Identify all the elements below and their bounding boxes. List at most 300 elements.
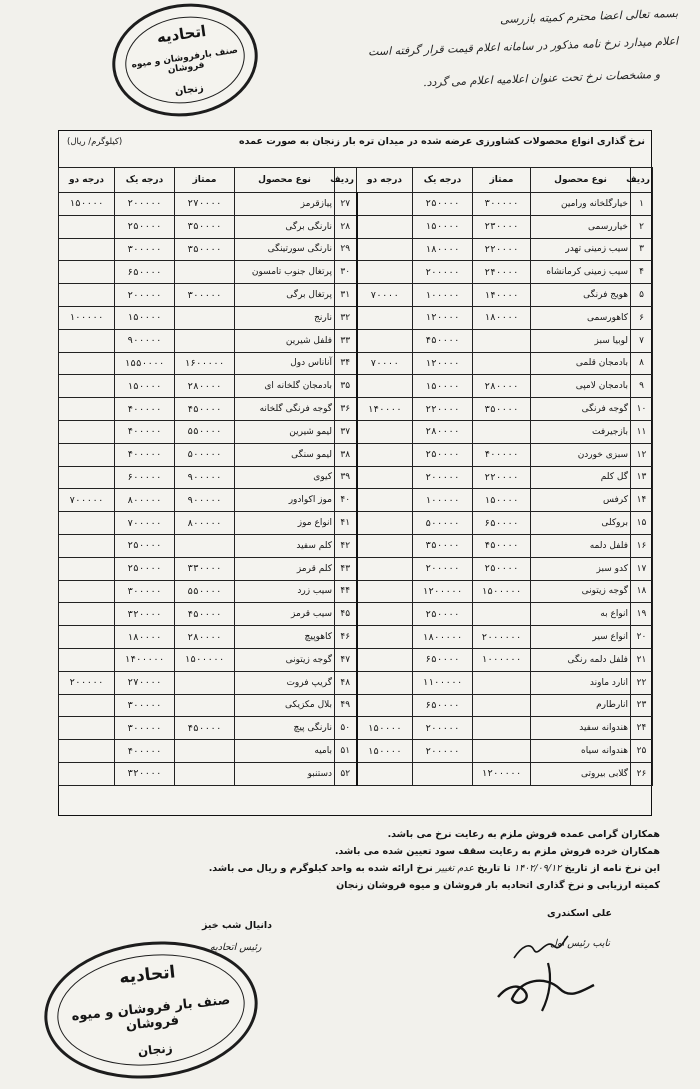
row-index-cell: ۹ [631,375,653,398]
row-index-cell: ۸ [631,352,653,375]
grade-two-price-cell [357,694,413,717]
grade-two-price-cell [59,740,115,763]
product-name-cell: دستنبو [235,762,335,785]
grade-one-price-cell: ۳۰۰۰۰۰ [115,694,175,717]
premium-price-cell: ۲۸۰۰۰۰ [175,626,235,649]
row-index-cell: ۴۳ [335,557,357,580]
premium-price-cell: ۴۵۰۰۰۰ [175,603,235,626]
premium-price-cell: ۴۵۰۰۰۰ [473,534,531,557]
grade-one-price-cell: ۲۸۰۰۰۰ [413,420,473,443]
premium-price-cell: ۱۸۰۰۰۰ [473,306,531,329]
row-index-cell: ۳۳ [335,329,357,352]
grade-two-price-cell [59,512,115,535]
product-name-cell: نارنگی سورتینگی [235,238,335,261]
grade-two-price-cell [357,762,413,785]
row-index-cell: ۱۷ [631,557,653,580]
grade-two-price-cell [357,671,413,694]
row-index-cell: ۴۸ [335,671,357,694]
stamp-title: اتحادیه [155,21,208,47]
row-index-cell: ۱۹ [631,603,653,626]
product-name-cell: بادمجان قلمی [531,352,631,375]
row-index-cell: ۵۰ [335,717,357,740]
premium-price-cell: ۲۰۰۰۰۰۰ [473,626,531,649]
grade-two-price-cell: ۷۰۰۰۰ [357,284,413,307]
premium-price-cell: ۱۵۰۰۰۰ [473,489,531,512]
row-index-cell: ۵۲ [335,762,357,785]
grade-one-price-cell: ۵۰۰۰۰۰ [413,512,473,535]
price-table-frame [58,130,652,816]
row-index-cell: ۴۲ [335,534,357,557]
product-name-cell: گریپ فروت [235,671,335,694]
grade-two-price-cell: ۲۰۰۰۰۰ [59,671,115,694]
table-row [59,580,653,603]
grade-two-price-cell [59,420,115,443]
product-name-cell: موز اکوادور [235,489,335,512]
row-index-cell: ۲۶ [631,762,653,785]
premium-price-cell: ۱۴۰۰۰۰ [473,284,531,307]
grade-two-price-cell [357,648,413,671]
row-index-cell: ۳۰ [335,261,357,284]
grade-two-price-cell [357,489,413,512]
premium-price-cell [175,762,235,785]
row-index-cell: ۴۱ [335,512,357,535]
grade-two-price-cell: ۱۰۰۰۰۰ [59,306,115,329]
product-name-cell: کاهوپیچ [235,626,335,649]
premium-price-cell: ۸۰۰۰۰۰ [175,512,235,535]
row-index-cell: ۳۴ [335,352,357,375]
product-name-cell: انواع موز [235,512,335,535]
grade-two-price-cell: ۱۵۰۰۰۰ [357,740,413,763]
premium-price-cell: ۲۲۰۰۰۰ [473,466,531,489]
grade-two-price-cell [357,557,413,580]
premium-price-cell: ۱۵۰۰۰۰۰ [473,580,531,603]
grade-two-price-cell [59,375,115,398]
premium-price-cell [473,671,531,694]
row-index-cell: ۳ [631,238,653,261]
premium-price-cell: ۲۵۰۰۰۰ [473,557,531,580]
grade-two-price-cell [357,420,413,443]
product-name-cell: انارطارم [531,694,631,717]
product-name-cell: فلفل دلمه رنگی [531,648,631,671]
grade-one-price-cell: ۴۵۰۰۰۰ [413,329,473,352]
row-index-cell: ۳۲ [335,306,357,329]
grade-one-price-cell: ۲۰۰۰۰۰ [413,466,473,489]
header-product: نوع محصول [235,168,335,193]
grade-one-price-cell: ۱۸۰۰۰۰ [115,626,175,649]
row-index-cell: ۲۴ [631,717,653,740]
premium-price-cell [473,694,531,717]
grade-one-price-cell: ۲۵۰۰۰۰ [413,603,473,626]
product-name-cell: کاهورسمی [531,306,631,329]
table-row [59,284,653,307]
table-row [59,717,653,740]
grade-one-price-cell: ۶۰۰۰۰۰ [115,466,175,489]
grade-two-price-cell [59,648,115,671]
row-index-cell: ۲۵ [631,740,653,763]
premium-price-cell: ۵۰۰۰۰۰ [175,443,235,466]
price-table [58,167,653,786]
table-body [59,193,653,786]
grade-two-price-cell [59,261,115,284]
premium-price-cell: ۵۵۰۰۰۰ [175,580,235,603]
row-index-cell: ۳۸ [335,443,357,466]
grade-one-price-cell: ۴۰۰۰۰۰ [115,420,175,443]
premium-price-cell: ۱۶۰۰۰۰۰ [175,352,235,375]
signatory-left-name: دانیال شب خیز [202,920,273,931]
table-row [59,306,653,329]
product-name-cell: لیمو سنگی [235,443,335,466]
table-row [59,740,653,763]
row-index-cell: ۲۱ [631,648,653,671]
premium-price-cell [473,352,531,375]
grade-two-price-cell [59,215,115,238]
grade-one-price-cell: ۳۲۰۰۰۰ [115,603,175,626]
grade-one-price-cell: ۱۵۵۰۰۰۰ [115,352,175,375]
table-header-row [59,168,653,193]
grade-one-price-cell: ۲۵۰۰۰۰ [413,443,473,466]
union-stamp-top [105,0,265,126]
grade-two-price-cell: ۱۵۰۰۰۰ [357,717,413,740]
premium-price-cell [175,740,235,763]
product-name-cell: انواع سیر [531,626,631,649]
grade-two-price-cell [357,306,413,329]
grade-one-price-cell: ۳۲۰۰۰۰ [115,762,175,785]
grade-one-price-cell: ۶۵۰۰۰۰ [115,261,175,284]
signature-middle [510,928,570,968]
grade-two-price-cell [59,352,115,375]
premium-price-cell: ۹۰۰۰۰۰ [175,489,235,512]
handwritten-note-line-2: اعلام میدارد نرخ نامه مذکور در سامانه اعلام قیمت قرار گرفته است [367,34,679,59]
grade-one-price-cell: ۷۰۰۰۰۰ [115,512,175,535]
premium-price-cell: ۱۵۰۰۰۰۰ [175,648,235,671]
product-name-cell: انواع به [531,603,631,626]
grade-two-price-cell [59,398,115,421]
product-name-cell: انارد ماوند [531,671,631,694]
header-premium: ممتاز [175,168,235,193]
stamp-city: زنجان [137,1040,174,1059]
grade-two-price-cell [357,443,413,466]
table-row [59,193,653,216]
table-row [59,512,653,535]
product-name-cell: گوجه فرنگی [531,398,631,421]
header-premium: ممتاز [473,168,531,193]
row-index-cell: ۱۳ [631,466,653,489]
grade-one-price-cell: ۱۱۰۰۰۰۰ [413,671,473,694]
product-name-cell: هندوانه سفید [531,717,631,740]
grade-one-price-cell: ۲۷۰۰۰۰ [115,671,175,694]
union-stamp-bottom [37,931,264,1089]
row-index-cell: ۵۱ [335,740,357,763]
row-index-cell: ۴۶ [335,626,357,649]
grade-one-price-cell: ۳۵۰۰۰۰ [413,534,473,557]
grade-two-price-cell: ۷۰۰۰۰۰ [59,489,115,512]
table-row [59,420,653,443]
premium-price-cell: ۴۵۰۰۰۰ [175,398,235,421]
table-row [59,557,653,580]
product-name-cell: آناناس دول [235,352,335,375]
premium-price-cell [175,306,235,329]
grade-two-price-cell [59,603,115,626]
premium-price-cell [175,671,235,694]
grade-one-price-cell: ۲۵۰۰۰۰ [413,193,473,216]
product-name-cell: لوبیا سبز [531,329,631,352]
grade-two-price-cell: ۱۴۰۰۰۰ [357,398,413,421]
product-name-cell: لیمو شیرین [235,420,335,443]
grade-one-price-cell: ۱۸۰۰۰۰ [413,238,473,261]
table-row [59,694,653,717]
grade-one-price-cell: ۲۲۰۰۰۰ [413,398,473,421]
row-index-cell: ۳۹ [335,466,357,489]
grade-two-price-cell: ۷۰۰۰۰ [357,352,413,375]
grade-one-price-cell: ۱۴۰۰۰۰۰ [115,648,175,671]
row-index-cell: ۱۵ [631,512,653,535]
row-index-cell: ۳۱ [335,284,357,307]
premium-price-cell [175,694,235,717]
grade-one-price-cell: ۶۵۰۰۰۰ [413,694,473,717]
product-name-cell: پیازقرمز [235,193,335,216]
stamp-subtitle: صنف بار فروشان و میوه فروشان [70,992,231,1034]
grade-two-price-cell [59,443,115,466]
premium-price-cell [473,717,531,740]
note-validity [160,860,660,877]
grade-one-price-cell [413,762,473,785]
table-row [59,329,653,352]
grade-one-price-cell: ۱۰۰۰۰۰ [413,284,473,307]
row-index-cell: ۴۰ [335,489,357,512]
header-grade-one: درجه یک [115,168,175,193]
row-index-cell: ۲۹ [335,238,357,261]
grade-two-price-cell [357,375,413,398]
row-index-cell: ۴۴ [335,580,357,603]
table-title: نرخ گذاری انواع محصولات کشاورزی عرضه شده در میدان تره بار زنجان به صورت عمده [239,136,645,147]
grade-two-price-cell [59,466,115,489]
row-index-cell: ۳۷ [335,420,357,443]
grade-two-price-cell [59,557,115,580]
header-grade-one: درجه یک [413,168,473,193]
premium-price-cell: ۲۴۰۰۰۰ [473,261,531,284]
product-name-cell: سیب زرد [235,580,335,603]
premium-price-cell: ۲۸۰۰۰۰ [175,375,235,398]
table-row [59,352,653,375]
premium-price-cell: ۲۲۰۰۰۰ [473,238,531,261]
grade-one-price-cell: ۱۵۰۰۰۰ [115,306,175,329]
header-index: ردیف [631,168,653,193]
note-date-from: ۱۴۰۲/۰۹/۱۲ [514,863,562,874]
product-name-cell: خیارگلخانه ورامین [531,193,631,216]
product-name-cell: بلال مکزیکی [235,694,335,717]
grade-one-price-cell: ۱۲۰۰۰۰ [413,352,473,375]
row-index-cell: ۴۹ [335,694,357,717]
grade-one-price-cell: ۳۰۰۰۰۰ [115,717,175,740]
premium-price-cell: ۳۵۰۰۰۰ [473,398,531,421]
grade-one-price-cell: ۴۰۰۰۰۰ [115,443,175,466]
table-row [59,261,653,284]
note-validity-suffix: نرخ ارائه شده به واحد کیلوگرم و ریال می باشد. [208,863,433,874]
grade-two-price-cell [357,238,413,261]
premium-price-cell: ۱۲۰۰۰۰۰ [473,762,531,785]
row-index-cell: ۴۷ [335,648,357,671]
row-index-cell: ۲۷ [335,193,357,216]
product-name-cell: پرتغال جنوب تامسون [235,261,335,284]
product-name-cell: نارنج [235,306,335,329]
note-retail: همکاران خرده فروش ملزم به رعایت سقف سود تعیین شده می باشد. [334,846,660,857]
row-index-cell: ۱۰ [631,398,653,421]
product-name-cell: کرفس [531,489,631,512]
note-validity-prefix: این نرخ نامه از تاریخ [564,863,660,874]
product-name-cell: گلابی بیروتی [531,762,631,785]
header-grade-two: درجه دو [59,168,115,193]
grade-two-price-cell [357,534,413,557]
product-name-cell: خیاررسمی [531,215,631,238]
grade-two-price-cell [59,694,115,717]
grade-one-price-cell: ۱۲۰۰۰۰ [413,306,473,329]
grade-one-price-cell: ۱۰۰۰۰۰ [413,489,473,512]
stamp-subtitle: صنف بارفروشان و میوه فروشان [130,45,239,76]
row-index-cell: ۱۱ [631,420,653,443]
header-index: ردیف [335,168,357,193]
row-index-cell: ۱۲ [631,443,653,466]
product-name-cell: نارنگی برگی [235,215,335,238]
product-name-cell: بادمجان لامپی [531,375,631,398]
premium-price-cell: ۹۰۰۰۰۰ [175,466,235,489]
grade-one-price-cell: ۱۵۰۰۰۰ [413,215,473,238]
table-row [59,762,653,785]
premium-price-cell [473,420,531,443]
grade-one-price-cell: ۳۰۰۰۰۰ [115,580,175,603]
premium-price-cell: ۲۳۰۰۰۰ [473,215,531,238]
table-row [59,648,653,671]
table-unit: (کیلوگرم/ ریال) [67,137,123,147]
grade-one-price-cell: ۱۵۰۰۰۰ [115,375,175,398]
grade-two-price-cell [59,329,115,352]
grade-one-price-cell: ۴۰۰۰۰۰ [115,740,175,763]
grade-one-price-cell: ۶۵۰۰۰۰ [413,648,473,671]
grade-two-price-cell [357,215,413,238]
product-name-cell: گل کلم [531,466,631,489]
grade-one-price-cell: ۱۸۰۰۰۰۰ [413,626,473,649]
grade-one-price-cell: ۲۵۰۰۰۰ [115,557,175,580]
grade-one-price-cell: ۱۵۰۰۰۰ [413,375,473,398]
grade-two-price-cell [59,762,115,785]
premium-price-cell [175,534,235,557]
stamp-title: اتحادیه [118,962,177,989]
premium-price-cell: ۳۵۰۰۰۰ [175,215,235,238]
product-name-cell: سیب قرمز [235,603,335,626]
row-index-cell: ۱۴ [631,489,653,512]
product-name-cell: پرتغال برگی [235,284,335,307]
row-index-cell: ۲۲ [631,671,653,694]
premium-price-cell [175,329,235,352]
grade-two-price-cell [59,580,115,603]
grade-one-price-cell: ۲۰۰۰۰۰ [115,193,175,216]
row-index-cell: ۴ [631,261,653,284]
stamp-city: زنجان [174,82,205,98]
grade-one-price-cell: ۲۰۰۰۰۰ [413,261,473,284]
note-date-to: عدم تغییر [436,863,474,874]
product-name-cell: فلفل دلمه [531,534,631,557]
premium-price-cell [473,603,531,626]
table-row [59,466,653,489]
row-index-cell: ۱۶ [631,534,653,557]
table-row [59,534,653,557]
product-name-cell: نارنگی پیچ [235,717,335,740]
premium-price-cell: ۵۵۰۰۰۰ [175,420,235,443]
product-name-cell: سیب زمینی کرمانشاه [531,261,631,284]
grade-two-price-cell [59,626,115,649]
row-index-cell: ۴۵ [335,603,357,626]
grade-one-price-cell: ۲۰۰۰۰۰ [413,717,473,740]
premium-price-cell: ۳۰۰۰۰۰ [175,284,235,307]
table-row [59,375,653,398]
table-row [59,489,653,512]
product-name-cell: کلم قرمز [235,557,335,580]
note-validity-middle: تا تاریخ [477,863,511,874]
grade-two-price-cell [357,580,413,603]
product-name-cell: بامیه [235,740,335,763]
table-row [59,238,653,261]
row-index-cell: ۱ [631,193,653,216]
grade-two-price-cell [357,603,413,626]
header-product: نوع محصول [531,168,631,193]
grade-one-price-cell: ۸۰۰۰۰۰ [115,489,175,512]
signatory-right-role: نایب رئیس اول [550,938,610,949]
product-name-cell: کلم سفید [235,534,335,557]
product-name-cell: کدو سبز [531,557,631,580]
premium-price-cell: ۲۸۰۰۰۰ [473,375,531,398]
premium-price-cell [175,261,235,284]
grade-two-price-cell: ۱۵۰۰۰۰ [59,193,115,216]
signatory-right-name: علی اسکندری [547,908,612,919]
row-index-cell: ۲۳ [631,694,653,717]
table-row [59,603,653,626]
grade-two-price-cell [59,284,115,307]
grade-two-price-cell [357,512,413,535]
row-index-cell: ۲۸ [335,215,357,238]
handwritten-note-line-3: و مشخصات نرخ تحت عنوان اعلامیه اعلام می گردد. [422,67,661,90]
premium-price-cell: ۳۳۰۰۰۰ [175,557,235,580]
premium-price-cell [473,329,531,352]
grade-one-price-cell: ۱۲۰۰۰۰۰ [413,580,473,603]
product-name-cell: کیوی [235,466,335,489]
premium-price-cell [473,740,531,763]
row-index-cell: ۲۰ [631,626,653,649]
header-grade-two: درجه دو [357,168,413,193]
premium-price-cell: ۱۰۰۰۰۰۰ [473,648,531,671]
handwritten-note-line-1: بسمه تعالی اعضا محترم کمیته بازرسی [499,6,679,27]
grade-two-price-cell [59,238,115,261]
product-name-cell: گوجه زیتونی [235,648,335,671]
grade-two-price-cell [357,626,413,649]
product-name-cell: گوجه زیتونی [531,580,631,603]
product-name-cell: بادمجان گلخانه ای [235,375,335,398]
premium-price-cell: ۴۰۰۰۰۰ [473,443,531,466]
signatory-left-role: رئیس اتحادیه [210,942,262,953]
product-name-cell: بروکلی [531,512,631,535]
grade-two-price-cell [59,717,115,740]
table-row [59,443,653,466]
grade-two-price-cell [357,193,413,216]
table-row [59,398,653,421]
grade-one-price-cell: ۹۰۰۰۰۰ [115,329,175,352]
premium-price-cell: ۶۵۰۰۰۰ [473,512,531,535]
grade-one-price-cell: ۲۰۰۰۰۰ [413,557,473,580]
product-name-cell: بازجیرفت [531,420,631,443]
note-wholesale: همکاران گرامی عمده فروش ملزم به رعایت نرخ می باشد. [387,829,660,840]
table-row [59,671,653,694]
grade-one-price-cell: ۲۰۰۰۰۰ [413,740,473,763]
grade-two-price-cell [357,329,413,352]
grade-one-price-cell: ۲۵۰۰۰۰ [115,215,175,238]
